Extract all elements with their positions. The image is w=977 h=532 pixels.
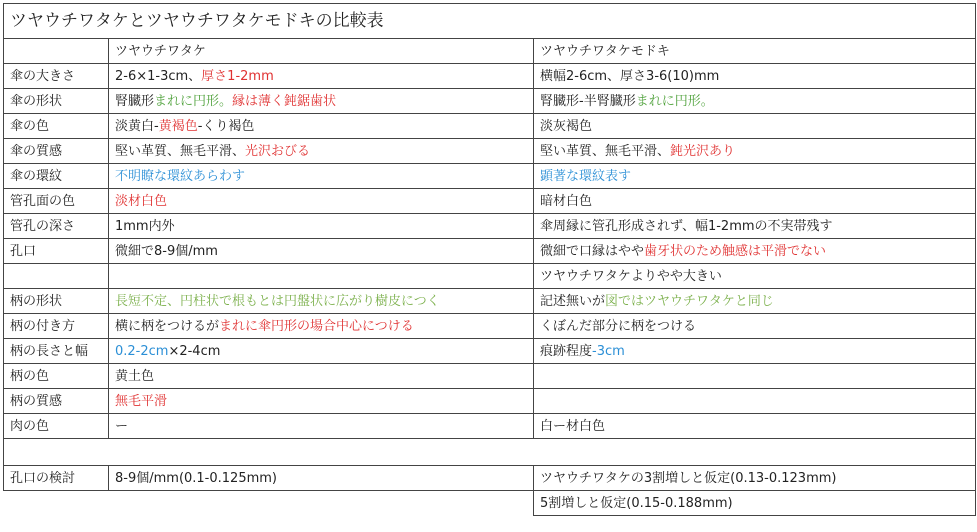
text-run: 腎臓形-半腎臓形 [540,93,636,109]
cell-species-b[interactable] [534,264,976,289]
row-label[interactable]: 肉の色 [4,414,109,439]
row-label[interactable]: 柄の形状 [4,289,109,314]
header-cell-species-b[interactable]: ツヤウチワタケモドキ [534,39,976,64]
table-row [4,189,976,214]
cell-species-b[interactable] [534,114,976,139]
text-run: 顕著な環紋表す [540,168,632,184]
header-row [4,39,976,64]
cell-species-a[interactable] [109,214,534,239]
text-run: 5割増しと仮定(0.15-0.188mm) [540,495,733,511]
cell-species-b[interactable] [534,414,976,439]
text-run: 傘周縁に管孔形成されず、幅1-2mmの不実帯残す [540,218,833,234]
table-row [4,264,976,289]
table-row [4,64,976,89]
cell-species-a[interactable] [109,189,534,214]
text-run: 白ー材白色 [540,418,606,434]
table-row [4,164,976,189]
row-label[interactable]: 柄の色 [4,364,109,389]
check-row-species-b[interactable] [534,466,976,491]
cell-species-b[interactable] [534,239,976,264]
table-row [4,214,976,239]
text-run: ツヤウチワタケよりやや大きい [540,268,722,284]
text-run: 横幅2-6cm、厚さ3-6(10)mm [540,68,720,84]
table-row [4,114,976,139]
text-run: 縁は薄く鈍鋸歯状 [232,93,337,109]
final-row-species-a[interactable] [109,491,534,516]
text-run: 暗材白色 [540,193,593,209]
check-row-label[interactable]: 孔口の検討 [4,466,109,491]
text-run: 1mm内外 [115,218,175,234]
row-label[interactable] [4,264,109,289]
cell-species-a[interactable] [109,314,534,339]
text-run: 無毛平滑 [115,393,168,409]
cell-species-a[interactable] [109,339,534,364]
cell-species-b[interactable] [534,314,976,339]
text-run: 痕跡程度 [540,343,593,359]
text-run: 淡灰褐色 [540,118,593,134]
text-run: 2-6×1-3cm、 [115,68,202,84]
text-run: 黄土色 [115,368,155,384]
cell-species-a[interactable] [109,239,534,264]
text-run: 黄褐色 [158,118,198,134]
cell-species-a[interactable] [109,264,534,289]
cell-species-a[interactable] [109,389,534,414]
row-label[interactable]: 孔口 [4,239,109,264]
text-run: 微細で8-9個/mm [115,243,218,259]
cell-species-b[interactable] [534,214,976,239]
cell-species-b[interactable] [534,164,976,189]
cell-species-b[interactable] [534,339,976,364]
text-run: 光沢おびる [245,143,311,159]
text-run: 堅い革質、無毛平滑、 [540,143,671,159]
table-row [4,239,976,264]
text-run: 8-9個/mm(0.1-0.125mm) [115,470,277,486]
cell-species-b[interactable] [534,389,976,414]
text-run: まれに傘円形の場合中心につける [219,318,414,334]
cell-species-a[interactable] [109,164,534,189]
check-row-species-a[interactable] [109,466,534,491]
text-run: 長短不定、円柱状で根もとは円盤状に広がり樹皮につく [115,293,440,309]
text-run: 横に柄をつけるが [115,318,220,334]
row-label[interactable]: 傘の大きさ [4,64,109,89]
header-cell-blank[interactable] [4,39,109,64]
row-label[interactable]: 傘の形状 [4,89,109,114]
text-run: -3cm [592,343,625,359]
text-run: 鈍光沢あり [670,143,736,159]
data-rows [4,64,976,439]
cell-species-a[interactable] [109,364,534,389]
cell-species-b[interactable] [534,139,976,164]
row-label[interactable]: 傘の環紋 [4,164,109,189]
cell-species-b[interactable] [534,89,976,114]
sheet-title[interactable]: ツヤウチワタケとツヤウチワタケモドキの比較表 [4,4,976,39]
row-label[interactable]: 柄の付き方 [4,314,109,339]
cell-species-b[interactable] [534,364,976,389]
row-label[interactable]: 管孔の深さ [4,214,109,239]
text-run: 図ではツヤウチワタケと同じ [605,293,774,309]
table-row [4,89,976,114]
text-run: ー [115,418,129,434]
title-row [4,4,976,39]
text-run: ×2-4cm [168,343,221,359]
text-run: 記述無いが [540,293,606,309]
table-row [4,389,976,414]
table-row [4,139,976,164]
text-run: 堅い革質、無毛平滑、 [115,143,246,159]
table-row [4,364,976,389]
final-row-species-b[interactable] [534,491,976,516]
row-label[interactable]: 柄の質感 [4,389,109,414]
text-run: 歯牙状のため触感は平滑でない [644,243,827,259]
text-run: 微細で口縁はやや [540,243,645,259]
final-row [4,491,976,516]
text-run: 不明瞭な環紋あらわす [115,168,246,184]
table-row [4,314,976,339]
cell-species-b[interactable] [534,64,976,89]
text-run: 腎臓形 [115,93,155,109]
cell-species-a[interactable] [109,89,534,114]
cell-species-b[interactable] [534,289,976,314]
text-run: -くり褐色 [197,118,255,134]
text-run: 淡黄白- [115,118,159,134]
row-label[interactable]: 傘の色 [4,114,109,139]
cell-species-b[interactable] [534,189,976,214]
text-run: 淡材白色 [115,193,168,209]
final-row-label[interactable] [4,491,109,516]
cell-species-a[interactable] [109,289,534,314]
row-label[interactable]: 管孔面の色 [4,189,109,214]
row-label[interactable]: 傘の質感 [4,139,109,164]
text-run: ツヤウチワタケの3割増しと仮定(0.13-0.123mm) [540,470,837,486]
cell-species-a[interactable] [109,64,534,89]
row-label[interactable]: 柄の長さと幅 [4,339,109,364]
cell-species-a[interactable] [109,414,534,439]
check-row [4,466,976,491]
spacer-row [4,439,976,466]
cell-species-a[interactable] [109,139,534,164]
text-run: まれに円形。 [635,93,714,109]
text-run: くぼんだ部分に柄をつける [540,318,697,334]
text-run: まれに円形。 [154,93,233,109]
text-run: 厚さ1-2mm [201,68,274,84]
text-run: 0.2-2cm [115,343,169,359]
table-row [4,289,976,314]
comparison-table [3,3,976,516]
cell-species-a[interactable] [109,114,534,139]
table-row [4,414,976,439]
spacer-cell[interactable] [4,439,976,466]
header-cell-species-a[interactable]: ツヤウチワタケ [109,39,534,64]
table-row [4,339,976,364]
